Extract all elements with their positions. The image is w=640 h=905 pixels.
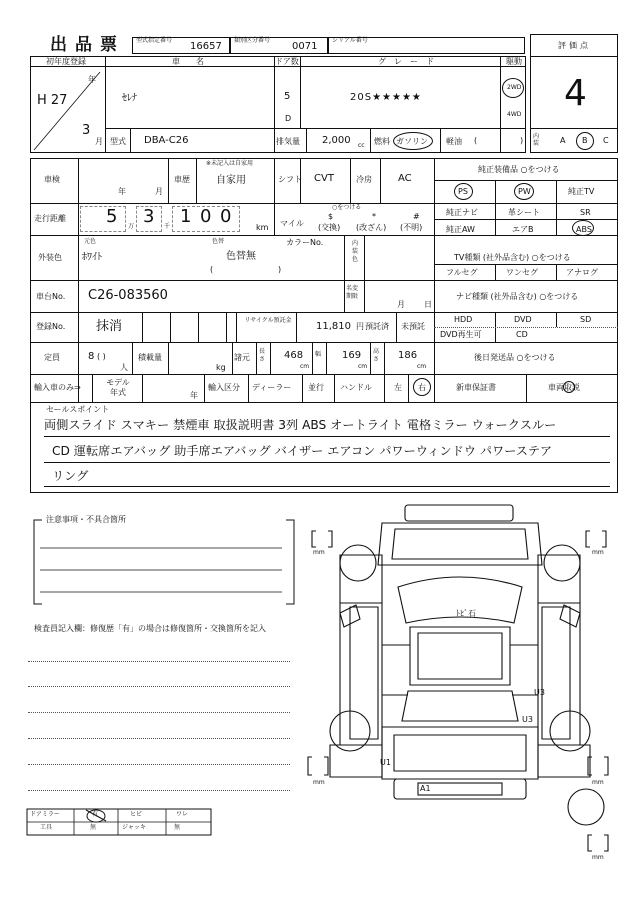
ware-label: ワレ bbox=[176, 811, 189, 818]
tv-header: TV種類 (社外品含む) ○をつける bbox=[454, 253, 571, 262]
mileage-d4: 0 bbox=[200, 206, 212, 227]
class-number-label: 類別区分番号 bbox=[234, 37, 271, 44]
mileage-dollar: $ bbox=[328, 212, 334, 221]
import-parallel: 並行 bbox=[308, 383, 324, 392]
shift-value: CVT bbox=[314, 173, 334, 184]
serial-label: シリアル番号 bbox=[332, 37, 368, 44]
tools-label: 工具 bbox=[40, 824, 53, 831]
navi-dvd-play: DVD再生可 bbox=[440, 330, 482, 339]
car-name: ｾﾚﾅ bbox=[122, 93, 137, 104]
mileage-d5: 0 bbox=[220, 206, 232, 227]
doors-type: D bbox=[285, 114, 292, 123]
caution-label: 注意事項・不具合箇所 bbox=[46, 515, 126, 524]
caution-bracket bbox=[30, 515, 300, 606]
interior-a: A bbox=[560, 136, 566, 145]
capacity-paren: ( ) bbox=[97, 352, 106, 361]
width-value: 169 bbox=[342, 350, 362, 361]
recycle-label: リサイクル預託金 bbox=[244, 317, 292, 324]
tv-oneseg: ワンセグ bbox=[506, 268, 538, 277]
equip-ps: PS bbox=[458, 187, 468, 196]
mark-u1: U1 bbox=[380, 758, 391, 767]
mark-windshield: ﾄﾋﾞ石 bbox=[456, 609, 476, 618]
handle-label: ハンドル bbox=[340, 383, 372, 392]
equip-abs: ABS bbox=[576, 225, 592, 234]
capacity-label: 定員 bbox=[44, 353, 60, 362]
drive-label: 駆動 bbox=[506, 57, 522, 66]
mark-u3-a: U3 bbox=[534, 688, 545, 697]
navi-hdd: HDD bbox=[454, 315, 473, 324]
mileage-man: 万 bbox=[128, 223, 135, 230]
inspector-label: 検査員記入欄：修復歴「有」の場合は修復箇所・交換箇所を記入 bbox=[34, 624, 266, 633]
tv-analog: アナログ bbox=[566, 268, 598, 277]
length-value: 468 bbox=[284, 350, 304, 361]
recycle-not-deposited: 未預託 bbox=[401, 322, 425, 331]
first-reg-era: H 27 bbox=[37, 93, 68, 108]
equip-abs-circle bbox=[572, 220, 594, 236]
sales-line-2: CD 運転席エアバッグ 助手席エアバッグ バイザー エアコン パワーウィンドウ パワーステア bbox=[52, 444, 553, 458]
equip-pw-circle bbox=[514, 183, 534, 200]
month-unit: 月 bbox=[95, 137, 103, 146]
model-number-label: 型式指定番号 bbox=[136, 37, 173, 44]
handle-right-circle bbox=[413, 378, 431, 396]
drive-2wd-circle bbox=[502, 78, 524, 98]
color-label: 外装色 bbox=[38, 253, 62, 262]
fuel-paren-open: ( bbox=[474, 136, 478, 145]
ac-label: 冷房 bbox=[356, 175, 372, 184]
mileage-d1: 5 bbox=[106, 206, 118, 227]
sales-label: セールスポイント bbox=[46, 405, 110, 414]
name-change-label: 名変期限 bbox=[346, 285, 359, 300]
mileage-exchange: (交換) bbox=[318, 223, 341, 232]
interior-label: 内装 bbox=[533, 133, 540, 147]
fuel-light-oil: 軽油 bbox=[446, 137, 462, 146]
jack-none: 無 bbox=[174, 824, 181, 831]
mm-rear-left: mm bbox=[313, 779, 325, 786]
drive-2wd: 2WD bbox=[507, 84, 522, 91]
mileage-hash: # bbox=[413, 212, 420, 221]
model-number: 16657 bbox=[190, 41, 222, 52]
capacity-unit: 人 bbox=[120, 363, 128, 372]
mm-front-left: mm bbox=[313, 549, 325, 556]
repaint-paren-open: ( bbox=[210, 265, 214, 274]
mileage-unit: km bbox=[256, 223, 269, 232]
equip-tv: 純正TV bbox=[568, 187, 595, 196]
navi-sd: SD bbox=[580, 315, 592, 324]
displacement-label: 排気量 bbox=[276, 137, 300, 146]
width-cm: cm bbox=[358, 363, 368, 370]
repaint-paren-close: ) bbox=[278, 265, 282, 274]
first-reg-label: 初年度登録 bbox=[46, 57, 86, 66]
hibi-label: ヒビ bbox=[130, 811, 143, 818]
vehicle-manual: 車両取説 bbox=[548, 383, 580, 392]
new-car-warranty: 新車保証書 bbox=[456, 383, 496, 392]
type-label: 型式 bbox=[110, 137, 126, 146]
navi-dvd: DVD bbox=[514, 315, 532, 324]
fuel-gasoline-circle bbox=[393, 132, 433, 150]
length-cm: cm bbox=[300, 363, 310, 370]
mark-u3-b: U3 bbox=[522, 715, 533, 724]
equip-navi: 純正ナビ bbox=[446, 208, 478, 217]
year-unit: 年 bbox=[88, 75, 96, 84]
class-number: 0071 bbox=[292, 41, 318, 52]
interior-b-circle bbox=[576, 132, 594, 150]
displacement-value: 2,000 bbox=[322, 135, 351, 146]
original-color-label: 元色 bbox=[84, 238, 97, 245]
name-change-day: 日 bbox=[424, 300, 432, 309]
height-cm: cm bbox=[417, 363, 427, 370]
navi-cd: CD bbox=[516, 330, 528, 339]
tv-fullseg: フルセグ bbox=[446, 268, 478, 277]
mileage-unknown: (不明) bbox=[400, 223, 423, 232]
shaken-year-unit: 年 bbox=[118, 187, 126, 196]
import-label: 輸入車のみ⇒ bbox=[34, 383, 81, 392]
history-value: 自家用 bbox=[216, 175, 246, 186]
equip-ps-circle bbox=[454, 183, 473, 200]
mm-spare: mm bbox=[592, 854, 604, 861]
ac-value: AC bbox=[398, 173, 412, 184]
width-label: 幅 bbox=[315, 351, 322, 358]
chassis-value: C26-083560 bbox=[88, 288, 168, 303]
history-label: 車歴 bbox=[174, 175, 190, 184]
interior-c: C bbox=[603, 136, 609, 145]
registration-value: 抹消 bbox=[96, 319, 123, 334]
mm-front-right: mm bbox=[592, 549, 604, 556]
car-damage-diagram bbox=[300, 495, 620, 870]
score-label: 評価点 bbox=[558, 41, 591, 50]
page-title: 出品票 bbox=[50, 35, 125, 55]
interior-b: B bbox=[582, 136, 588, 145]
load-unit: kg bbox=[216, 363, 226, 372]
recycle-value: 11,810 bbox=[316, 321, 351, 332]
mileage-sen: 千 bbox=[164, 223, 171, 230]
shift-label: シフト bbox=[278, 175, 302, 184]
length-label: 長さ bbox=[259, 348, 266, 363]
height-label: 高さ bbox=[373, 348, 380, 363]
color-no-label: カラーNo. bbox=[286, 238, 324, 247]
chassis-label: 車台No. bbox=[36, 292, 66, 301]
equip-pw: PW bbox=[518, 187, 531, 196]
dims-label: 諸元 bbox=[234, 353, 250, 362]
recycle-deposited: 預託済 bbox=[365, 322, 389, 331]
door-mirror-label: ドアミラー bbox=[30, 811, 60, 818]
grade-value: 20S★★★★★ bbox=[350, 92, 422, 103]
displacement-unit: cc bbox=[358, 142, 365, 149]
doors-value: 5 bbox=[284, 91, 291, 102]
tools-none: 無 bbox=[90, 824, 97, 831]
import-class-label: 輸入区分 bbox=[208, 383, 240, 392]
mileage-tamper: (改ざん) bbox=[356, 223, 387, 232]
genuine-header: 純正装備品 ○をつける bbox=[478, 165, 560, 174]
mileage-d2: 3 bbox=[143, 206, 155, 227]
name-change-month: 月 bbox=[397, 300, 405, 309]
mileage-mile: マイル bbox=[280, 219, 304, 228]
doors-label: ドア数 bbox=[275, 57, 299, 66]
repaint-value: 色替無 bbox=[226, 251, 256, 262]
import-dealer: ディーラー bbox=[252, 383, 292, 392]
equip-airbag: エアB bbox=[512, 225, 534, 234]
first-reg-month: 3 bbox=[82, 123, 91, 138]
interior-color-label: 内装色 bbox=[352, 240, 359, 263]
equip-aw: 純正AW bbox=[446, 225, 475, 234]
score-value: 4 bbox=[564, 73, 587, 114]
handle-left: 左 bbox=[394, 383, 402, 392]
mileage-star: * bbox=[372, 212, 376, 221]
vehicle-manual-circle bbox=[563, 381, 575, 393]
repaint-label: 色替 bbox=[212, 238, 225, 245]
height-value: 186 bbox=[398, 350, 418, 361]
sales-line-1: 両側スライド スマキー 禁煙車 取扱説明書 3列 ABS オートライト 電格ミラー ウォークスルー bbox=[44, 418, 557, 432]
navi-header: ナビ種類 (社外品含む) ○をつける bbox=[456, 292, 579, 301]
type-value: DBA-C26 bbox=[144, 135, 189, 146]
mileage-d3: 1 bbox=[180, 206, 192, 227]
mark-a1: A1 bbox=[420, 784, 431, 793]
fuel-label: 燃料 bbox=[374, 137, 390, 146]
jack-label: ジャッキ bbox=[122, 824, 146, 831]
mm-rear-right: mm bbox=[592, 779, 604, 786]
grade-label: グレード bbox=[378, 57, 442, 66]
original-color: ﾎﾜｲﾄ bbox=[82, 252, 102, 263]
model-year-label: モデル年式 bbox=[106, 378, 130, 397]
load-label: 積載量 bbox=[138, 353, 162, 362]
recycle-unit: 円 bbox=[356, 322, 364, 331]
mileage-label: 走行距離 bbox=[34, 214, 66, 223]
equip-leather: 革シート bbox=[508, 208, 540, 217]
capacity-value: 8 bbox=[88, 351, 95, 362]
fuel-gasoline: ガソリン bbox=[396, 137, 428, 146]
mileage-circle-note: ○をつける bbox=[332, 204, 362, 211]
history-note: ※未記入は自家用 bbox=[206, 160, 254, 167]
equip-sr: SR bbox=[580, 208, 591, 217]
registration-label: 登録No. bbox=[36, 322, 66, 331]
drive-4wd: 4WD bbox=[507, 111, 522, 118]
model-year-unit: 年 bbox=[190, 391, 198, 400]
car-name-label: 車名 bbox=[172, 57, 220, 66]
sales-line-3: リング bbox=[52, 469, 89, 483]
fuel-paren-close: ) bbox=[520, 136, 524, 145]
shaken-label: 車検 bbox=[44, 175, 60, 184]
shaken-month-unit: 月 bbox=[155, 187, 163, 196]
door-mirror-yes: 有 bbox=[92, 811, 99, 818]
handle-right: 右 bbox=[418, 383, 426, 392]
ship-header: 後日発送品 ○をつける bbox=[474, 353, 556, 362]
